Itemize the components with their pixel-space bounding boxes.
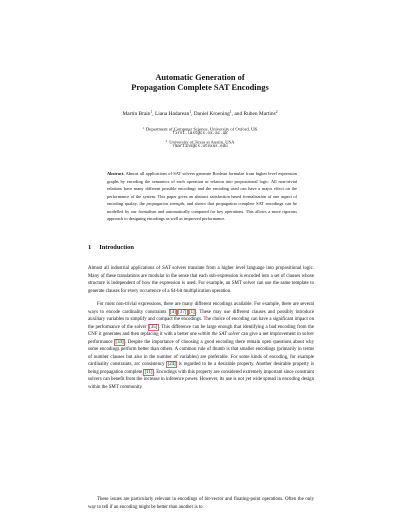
citation-link[interactable]: [35] <box>149 324 158 330</box>
abstract-text: , and shows that propagation complete SAT encodings can be modelled by our formalism and automatically computed for key operations. This allows a more rigorous approach to designing encodings as well as improved performance. <box>107 201 297 221</box>
citation-link[interactable]: [34] <box>115 339 124 345</box>
author-list <box>0 109 400 118</box>
paragraph-text: is regarded to be a desirable property. Another desirable property is being propagation complete <box>88 362 314 375</box>
author-separator: , <box>152 111 155 117</box>
citation-link[interactable]: [4] <box>170 309 176 315</box>
paragraph-text: . Despite the importance of choosing a good encoding there remain open questions about why some encodings perform better than others. A common rule of thumb is that smaller encodings (primarily in terms of number clauses but also in the number of variables) are preferable. For some kinds of encoding, for example cardinality constraints, arc consistency <box>88 339 314 367</box>
paragraph-text: . Encodings with this property are considered extremely important since constraint solvers can benefit from the increase in inference power. However, its use is not yet wide spread in encoding design within the SMT community. <box>88 369 314 390</box>
affiliation-mark: 2 <box>165 139 168 143</box>
abstract <box>107 170 297 223</box>
section-heading <box>88 244 134 251</box>
paragraph-text: . This difference can be large enough that identifying a bad encoding from the CNF it generates and then replacing it with a better one <box>88 324 314 337</box>
abstract-label: Abstract. <box>107 171 125 176</box>
citation-link[interactable]: [37] <box>178 309 187 315</box>
author-affiliation-mark: 1 <box>150 110 153 114</box>
paragraph-text: For most non-trivial expressions, there are many different encodings available. For example, there are several ways to encode cardinality constraints <box>88 302 314 315</box>
emphasis-text: within the SAT solver <box>198 332 240 337</box>
author-separator: , <box>191 111 194 117</box>
author-name: Martin Brain <box>122 111 151 117</box>
author-name: Liana Hadarean <box>155 111 190 117</box>
author-name: Daniel Kroening <box>193 111 230 117</box>
author-affiliation-mark: 1 <box>189 110 192 114</box>
affiliation-1-email: first.last@cs.ox.ac.uk <box>172 132 228 136</box>
body-paragraph-2 <box>88 301 314 391</box>
author-affiliation-mark: 1 <box>229 110 232 114</box>
section-title: Introduction <box>99 244 134 251</box>
affiliation-name: Department of Computer Science, University of Oxford, UK <box>145 126 258 132</box>
abstract-text: Almost all applications of SAT solvers generate Boolean formulae from higher level expression graphs by encoding the semantics of each operation or relation into propositional logic. All non-trivial relations have many different possible encodings and the encoding used can have a major effect on the performance of the system. This paper gives an abstract satisfaction based formalisation of one aspect of encoding quality, the <box>107 171 297 206</box>
citation-link[interactable]: [1] <box>188 309 195 315</box>
body-paragraph-1: Almost all industrial applications of SAT solvers translate from a higher level language into propositional logic. Many of these translations are modular in the sense that each sub-expression is encoded into a set of clauses whose structure is independent of how the expression is used. For example, an SMT solver can use the same template to generate clauses for every occurrence of a 64-bit multiplication operation. <box>88 266 314 294</box>
author-name: Ruben Martins <box>243 111 276 117</box>
author-separator: , and <box>231 111 244 117</box>
abstract-term: propagation strength <box>146 201 184 206</box>
citation-link[interactable]: [11] <box>144 369 153 375</box>
paragraph-text: can give a net improvement in solver performance <box>88 332 314 345</box>
affiliation-mark: 1 <box>142 126 144 130</box>
author-affiliation-mark: 2 <box>275 110 278 114</box>
body-paragraph-3: These issues are particularly relevant in encodings of bit-vector and floating-point operations. Often the only way to tell if an encoding might be better than another is to <box>88 497 314 510</box>
affiliation-2-email: rmartins@cs.utexas.edu <box>172 145 228 149</box>
paragraph-text: . These may use different clauses and possibly introduce auxiliary variables to simplify and compact the encodings. The choice of encoding can have a significant impact on the performance of the solver <box>88 309 314 330</box>
citation-link[interactable]: [24] <box>167 362 176 367</box>
affiliation-name: University of Texas at Austin, USA <box>169 139 235 145</box>
paper-title-line-1: Automatic Generation of <box>155 73 245 82</box>
paper-title-line-2: Propagation Complete SAT Encodings <box>131 83 269 92</box>
section-number: 1 <box>88 244 92 251</box>
